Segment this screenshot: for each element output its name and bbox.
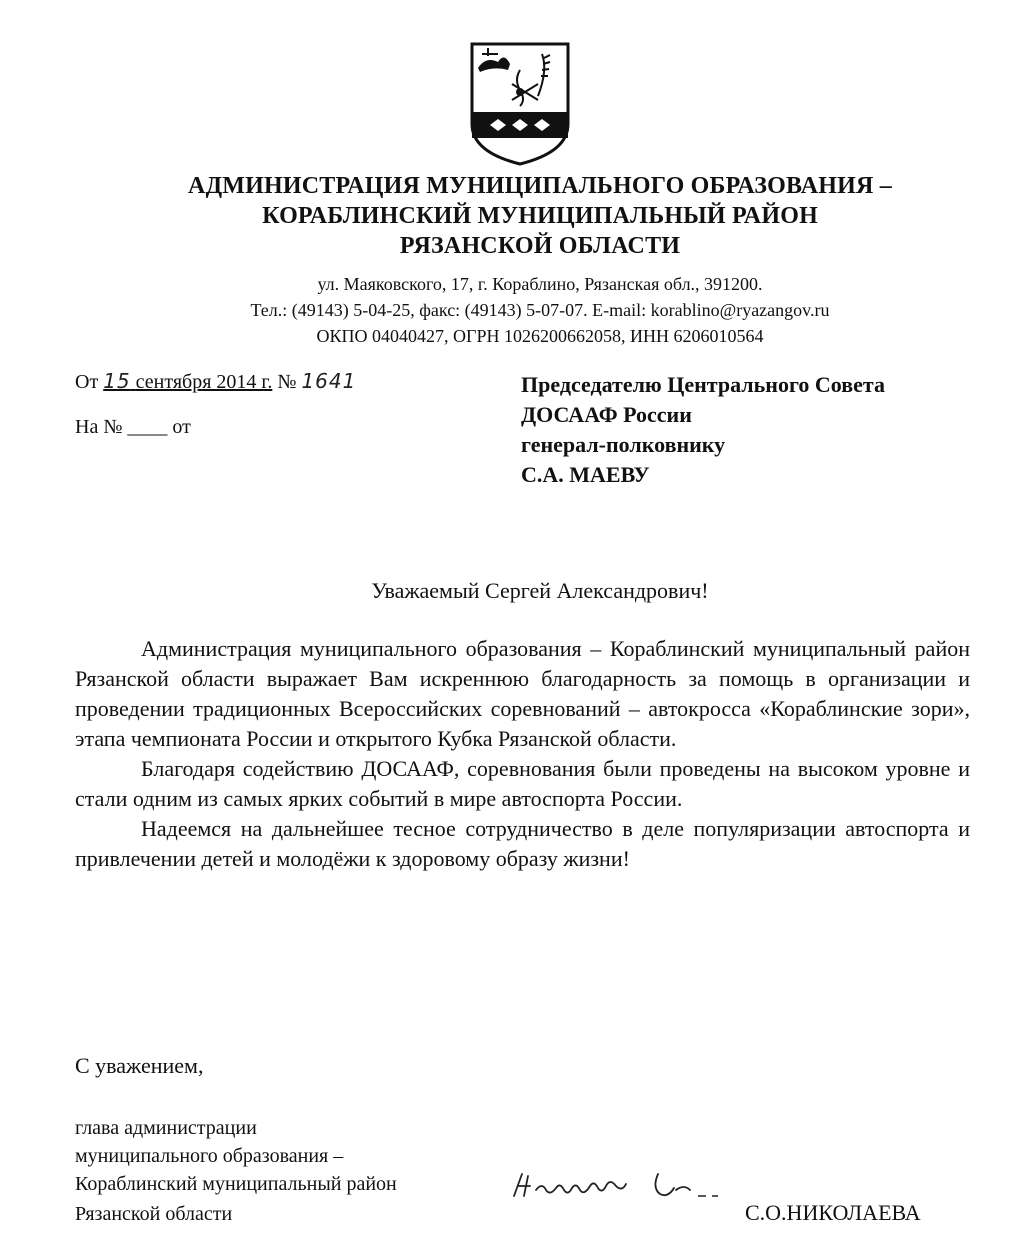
number-sign: №: [277, 371, 297, 393]
municipal-coat-of-arms-icon: [468, 40, 572, 168]
addressee-line-1: Председателю Центрального Совета: [521, 372, 885, 397]
addressee-line-2: ДОСААФ России: [521, 402, 692, 427]
organization-title-line-1: АДМИНИСТРАЦИЯ МУНИЦИПАЛЬНОГО ОБРАЗОВАНИЯ –: [188, 173, 892, 199]
outgoing-reference: [75, 368, 356, 395]
reply-reference: На № ____ от: [75, 416, 191, 438]
handwritten-signature: [508, 1166, 738, 1206]
signer-name: С.О.НИКОЛАЕВА: [745, 1200, 921, 1225]
closing: С уважением,: [75, 1053, 204, 1078]
addressee-line-4: С.А. МАЕВУ: [521, 462, 650, 487]
registry-codes-line: ОКПО 04040427, ОГРН 1026200662058, ИНН 6206010564: [316, 326, 764, 346]
greeting: Уважаемый Сергей Александрович!: [371, 578, 709, 603]
outgoing-number: 1641: [301, 369, 357, 393]
address-line: ул. Маяковского, 17, г. Кораблино, Рязанская обл., 391200.: [317, 274, 763, 294]
body-paragraph: Благодаря содействию ДОСААФ, соревнования были проведены на высоком уровне и стали одним из самых ярких событий в мире автоспорта России.: [75, 756, 970, 811]
body-paragraph: Администрация муниципального образования – Кораблинский муниципальный район Рязанской области выражает Вам искреннюю благодарность за помощь в организации и проведении традиционных Всероссийских соревнований – автокросса «Кораблинские зори», этапа чемпионата России и открытого Кубка Рязанской области.: [75, 636, 970, 751]
from-prefix: От: [75, 371, 99, 393]
organization-title-line-3: РЯЗАНСКОЙ ОБЛАСТИ: [399, 233, 681, 259]
organization-title-line-2: КОРАБЛИНСКИЙ МУНИЦИПАЛЬНЫЙ РАЙОН: [262, 203, 818, 229]
outgoing-date: [103, 371, 272, 393]
signer-position-line-3: Кораблинский муниципальный район: [75, 1173, 397, 1195]
letter-body: [75, 634, 970, 874]
date-rest: сентября 2014 г.: [135, 371, 273, 393]
signer-position-line-4: Рязанской области: [75, 1203, 233, 1225]
contact-line: Тел.: (49143) 5-04-25, факс: (49143) 5-07-07. E-mail: korablino@ryazangov.ru: [250, 300, 830, 320]
signer-position-line-2: муниципального образования –: [75, 1145, 344, 1167]
body-paragraph: Надеемся на дальнейшее тесное сотрудничество в деле популяризации автоспорта и привлечении детей и молодёжи к здоровому образу жизни!: [75, 816, 970, 871]
date-day: 15: [103, 369, 131, 393]
addressee-line-3: генерал-полковнику: [521, 432, 726, 457]
signer-position-line-1: глава администрации: [75, 1117, 257, 1139]
